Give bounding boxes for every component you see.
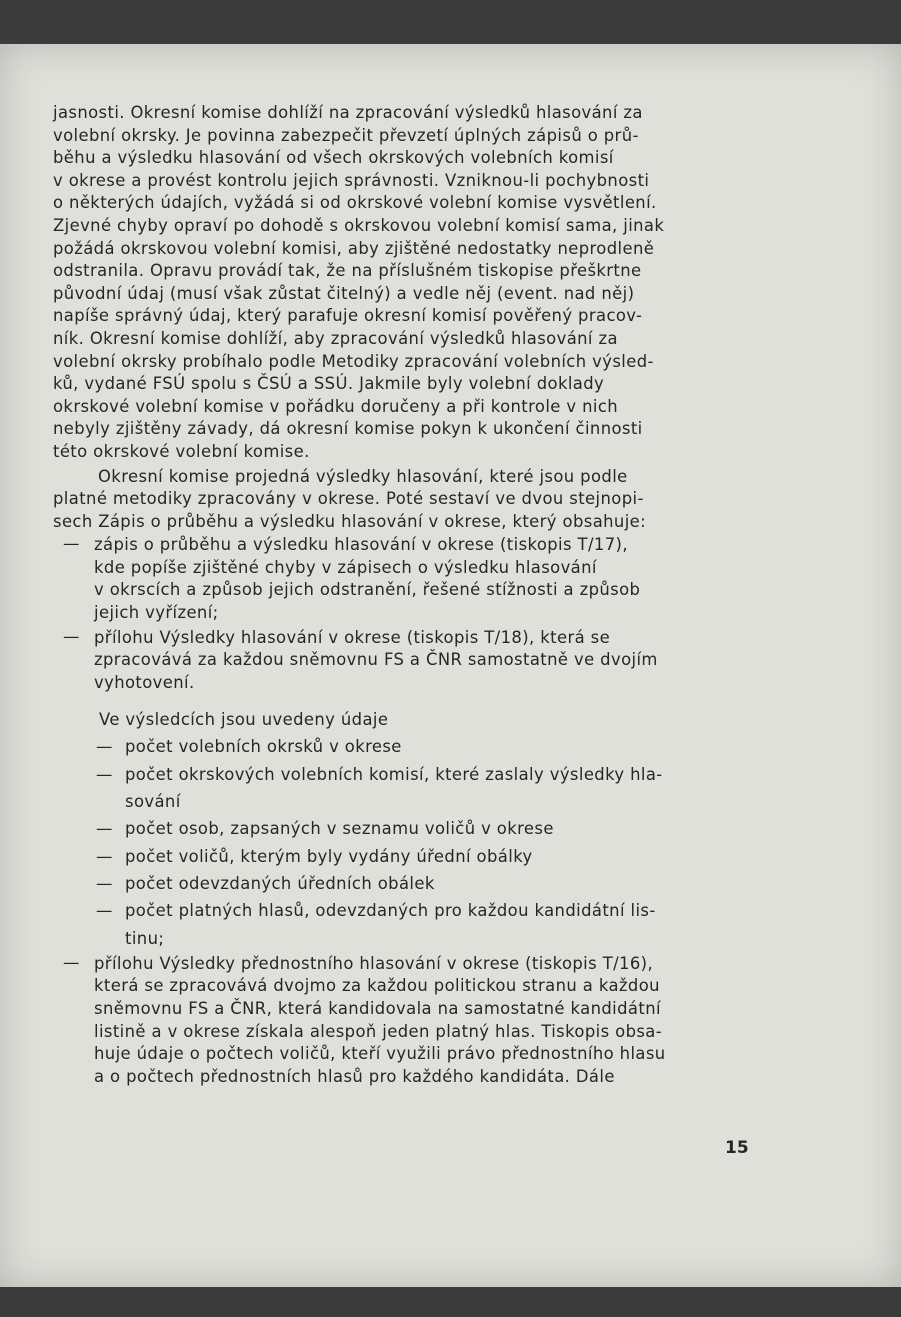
paragraph-supervision — [53, 102, 751, 464]
dash-bullet: — — [63, 952, 80, 972]
results-item: — počet okrskových volebních komisí, které zaslaly výsledky hla- sování — [96, 764, 663, 812]
text-line: okrskové volební komise v pořádku doručeny a při kontrole v nich — [53, 396, 619, 416]
text-line: přílohu Výsledky přednostního hlasování v okrese (tiskopis T/16), — [94, 953, 654, 973]
results-item: — počet odevzdaných úředních obálek — [96, 873, 435, 893]
dash-bullet: — — [63, 626, 80, 646]
text-line: běhu a výsledku hlasování od všech okrskových volebních komisí — [53, 148, 614, 168]
text-line: původní údaj (musí však zůstat čitelný) a vedle něj (event. nad něj) — [53, 283, 635, 303]
results-item: — počet platných hlasů, odevzdaných pro každou kandidátní lis- tinu; — [96, 901, 656, 948]
text-line: sech Zápis o průběhu a výsledku hlasování v okrese, který obsahuje: — [53, 511, 647, 531]
text-line: jasnosti. Okresní komise dohlíží na zpracování výsledků hlasování za — [53, 103, 643, 122]
protocol-contents-list-cont — [53, 953, 751, 1089]
text-line: vyhotovení. — [94, 672, 195, 692]
text-line: huje údaje o počtech voličů, kteří využili právo přednostního hlasu — [94, 1044, 666, 1064]
text-line: v okrese a provést kontrolu jejich správnosti. Vzniknou-li pochybnosti — [53, 170, 650, 190]
text-line: ník. Okresní komise dohlíží, aby zpracování výsledků hlasování za — [53, 328, 618, 348]
text-line: této okrskové volební komise. — [53, 441, 310, 461]
text-line: zpracovává za každou sněmovnu FS a ČNR samostatně ve dvojím — [94, 650, 658, 670]
text-line: kde popíše zjištěné chyby v zápisech o výsledku hlasování — [94, 557, 597, 577]
text-line: požádá okrskovou volební komisi, aby zjištěné nedostatky neprodleně — [53, 238, 655, 258]
text-line: napíše správný údaj, který parafuje okresní komisí pověřený pracov- — [53, 306, 643, 326]
text-line: nebyly zjištěny závady, dá okresní komise pokyn k ukončení činnosti — [53, 419, 643, 439]
text-line: jejich vyřízení; — [94, 603, 219, 623]
text-line: platné metodiky zpracovány v okrese. Poté sestaví ve dvou stejnopi- — [53, 489, 644, 509]
page-number: 15 — [725, 1138, 749, 1158]
list-item-t17 — [53, 534, 751, 624]
text-line: zápis o průběhu a výsledku hlasování v okrese (tiskopis T/17), — [94, 535, 628, 555]
results-item: — počet osob, zapsaných v seznamu voličů v okrese — [96, 819, 554, 839]
dash-bullet: — — [63, 534, 80, 554]
text-line: přílohu Výsledky hlasování v okrese (tiskopis T/18), která se — [94, 627, 611, 647]
results-item: — počet volebních okrsků v okrese — [96, 737, 402, 757]
list-item-t16 — [53, 953, 751, 1089]
text-line: ků, vydané FSÚ spolu s ČSÚ a SSÚ. Jakmile byly volební doklady — [53, 374, 605, 394]
list-item-t18 — [53, 627, 751, 695]
book-page — [0, 44, 901, 1287]
text-line: odstranila. Opravu provádí tak, že na příslušném tiskopise přeškrtne — [53, 261, 642, 281]
text-line: a o počtech přednostních hlasů pro každého kandidáta. Dále — [94, 1066, 615, 1086]
text-line: listině a v okrese získala alespoň jeden platný hlas. Tiskopis obsa- — [94, 1021, 663, 1041]
protocol-contents-list — [53, 534, 751, 694]
text-line: sněmovnu FS a ČNR, která kandidovala na samostatné kandidátní — [94, 999, 661, 1018]
text-line: o některých údajích, vyžádá si od okrskové volební komise vysvětlení. — [53, 193, 657, 213]
text-line: v okrscích a způsob jejich odstranění, řešené stížnosti a způsob — [94, 580, 641, 600]
results-intro: Ve výsledcích jsou uvedeny údaje — [99, 710, 389, 730]
text-line: volební okrsky. Je povinna zabezpečit převzetí úplných zápisů o prů- — [53, 125, 639, 145]
text-line: Zjevné chyby opraví po dohodě s okrskovou volební komisí sama, jinak — [53, 215, 665, 235]
body-text — [53, 102, 751, 1088]
paragraph-district-results — [53, 466, 751, 534]
text-line: Okresní komise projedná výsledky hlasování, které jsou podle — [98, 466, 628, 486]
text-line: která se zpracovává dvojmo za každou politickou stranu a každou — [94, 976, 660, 996]
results-item: — počet voličů, kterým byly vydány úřední obálky — [96, 846, 533, 866]
text-line: volební okrsky probíhalo podle Metodiky zpracování volebních výsled- — [53, 351, 654, 371]
results-list — [53, 733, 751, 951]
